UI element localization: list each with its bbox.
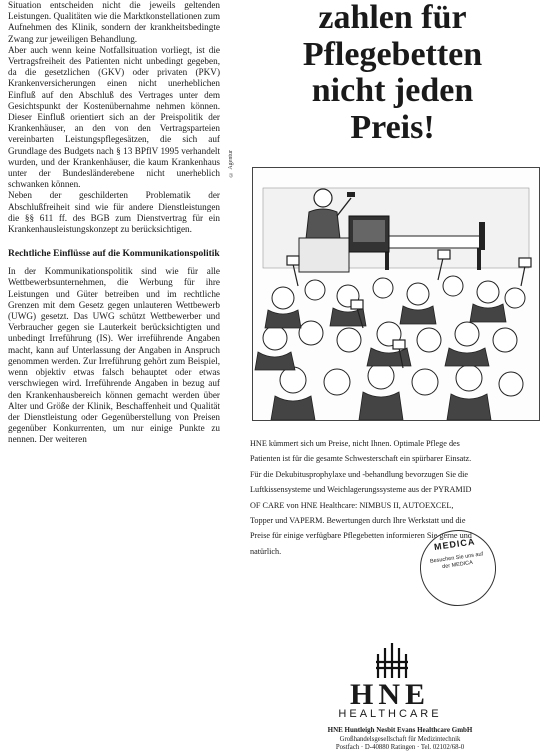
ad-body-text: HNE kümmert sich um Preise, nicht Ihnen. Optimale Pflege des Patienten ist für die gesamte Schwesterschaft ein spürbarer Einsatz. Für die Dekubitusprophylaxe und -behandlung bevorzugen Sie die Luftkissensysteme und Weichlagerungssysteme aus der PYRAMID OF CARE von HNE Healthcare: NIMBUS II, AUTOEXCEL, Topper und VAPERM. Bewertungen durch Ihre Werkstatt und die Preise für einige verfügbare Pflegebetten informieren Sie gerne und natürlich. — [250, 439, 472, 556]
seal-text: Besuchen Sie uns auf der MEDICA — [429, 551, 484, 571]
company-line: Postfach · D-40880 Ratingen · Tel. 02102/68-0 — [335, 744, 465, 751]
auction-cartoon-image — [253, 168, 539, 420]
article-paragraph: Situation entscheiden nicht die jeweils geltenden Leistungen. Qualitäten wie die Marktkonstellationen zum Aufnehmen des Klinik, sondern der krankheitsbedingte Zwang zur jeweiligen Behandlung. — [8, 0, 220, 44]
section-heading: Rechtliche Einflüsse auf die Kommunikationspolitik — [8, 249, 220, 260]
article-paragraph: In der Kommunikationspolitik sind wie für alle Wettbewerbsunternehmen, die Werbung für ihre Leistungen und Güter betreiben und im rechtliche Grenzen mit dem Gesetz gegen unlauteren Wettbewerb (UWG) gesetzt. Das UWG schützt Wettbewerber und Verbraucher gegen sie Lauterkeit berücksichtigten und unbedingt Irreführung (IS). Wer irreführende Angaben macht, kann auf Unterlassung der Angaben in Anspruch genommen werden. Zur Irreführung gehört zum Beispiel, wenn objektiv etwas falsch behauptet oder etwas verschwiegen wird. Irreführende Angaben in bezug auf den Krankenhausbereich können gemacht werden über Alter und Größe der Klinik, Beschaffenheit und Qualität der Dienstleistung oder Gegenüberstellung von Preisen gegenüber Konkurrenten, um nur einige Punkte zu nennen. Der weiteren — [8, 266, 220, 445]
cartoon-illustration — [252, 167, 540, 421]
seal-title: MEDICA — [433, 536, 476, 553]
left-article-column — [8, 0, 220, 446]
company-address — [250, 726, 550, 753]
brand-name: HNE — [349, 678, 430, 711]
ad-headline — [240, 0, 545, 146]
brand-subtitle: HEALTHCARE — [338, 708, 442, 720]
headline-line: zahlen für — [318, 0, 467, 36]
company-line: Großhandelsgesellschaft für Medizintechnik — [339, 735, 461, 743]
hne-logo-icon — [372, 640, 412, 680]
headline-line: Preis! — [350, 108, 435, 146]
article-paragraph: Aber auch wenn keine Notfallsituation vorliegt, ist die Vertragsfreiheit des Patienten nicht unbedingt gegeben, da die gesetzlichen (GKV) oder privaten (PKV) Krankenversicherungen einen nicht unerheblichen Einfluß auf den Abschluß des Vertrages unter dem Gesichtspunkt der Kostenübernahme nehmen können. Dieser Einfluß orientiert sich an der Preispolitik der Krankenhäuser, an den von den Vertragsparteien vereinbarten Leistungspflegesätzen, die sich auf Grundlage des Budgets nach § 13 BPflV 1995 verhandelt wurden, und der Krankenhäuser, die kaum Krankenhaus unter der Bundesländerebene nicht unerheblich schwanken können. — [8, 44, 220, 190]
article-paragraph: Neben der geschilderten Problematik der Abschlußfreiheit sind wie für andere Dienstleistungen die §§ 611 ff. des BGB zum Dienstvertrag für ein Krankenhausleistungskonzept zu berücksichtigen. — [8, 190, 220, 235]
company-name: HNE Huntleigh Nesbit Evans Healthcare GmbH — [327, 726, 473, 734]
vertical-credit: © Agentur — [228, 150, 234, 177]
headline-line: Pflegebetten — [302, 35, 483, 73]
headline-line: nicht jeden — [311, 72, 474, 109]
